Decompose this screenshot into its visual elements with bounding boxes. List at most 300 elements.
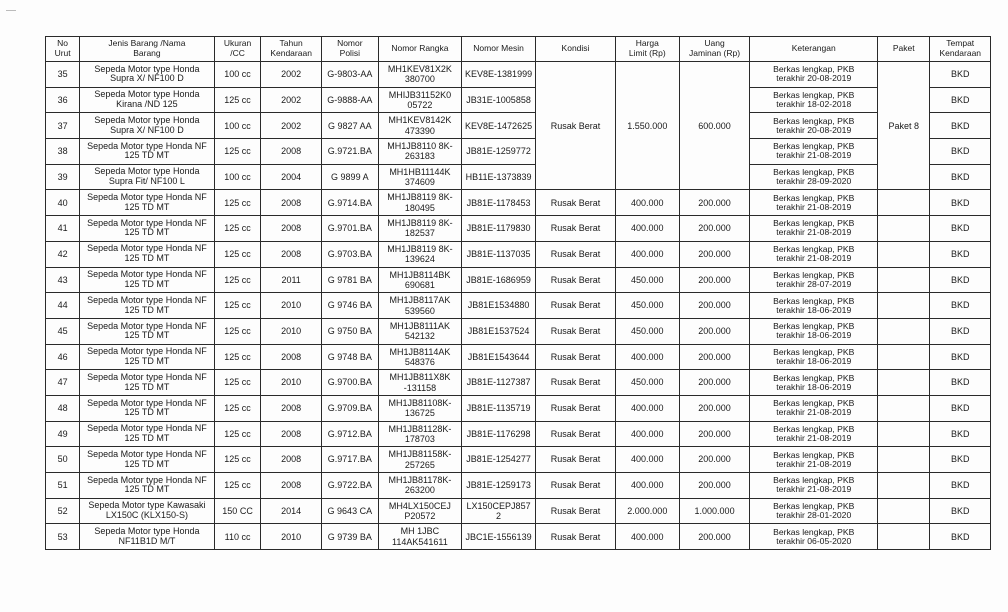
col-tahun: Tahun Kendaraan [261,37,321,62]
cell-tempat: BKD [930,87,991,113]
cell-tahun: 2008 [261,447,321,473]
cell-nomor-mesin: JB81E-1259173 [462,473,536,499]
col-no: No Urut [46,37,80,62]
table-row [46,447,991,473]
cell-jenis: Sepeda Motor type Honda Supra X/ NF100 D [80,113,215,139]
cell-paket [878,498,930,524]
cell-nomor-mesin: JB81E-1127387 [462,370,536,396]
cell-nomor-mesin: JB81E-1179830 [462,216,536,242]
keterangan-line: terakhir 18-02-2018 [776,99,852,110]
cell-uang-jaminan: 200.000 [679,421,750,447]
cell-ukuran: 125 cc [214,344,261,370]
cell-jenis: Sepeda Motor type Honda NF 125 TD MT [80,139,215,165]
cell-tahun: 2010 [261,293,321,319]
cell-nomor-polisi: G 9899 A [321,164,378,190]
cell-paket [878,241,930,267]
cell-uang-jaminan: 200.000 [679,447,750,473]
cell-nomor-mesin: JB81E-1259772 [462,139,536,165]
cell-ukuran: 125 cc [214,395,261,421]
cell-harga-limit: 450.000 [615,318,679,344]
cell-no: 40 [46,190,80,216]
keterangan-line: Berkas lengkap, PKB [773,90,855,101]
cell-nomor-polisi: G 9750 BA [321,318,378,344]
cell-keterangan [750,293,878,319]
cell-no: 36 [46,87,80,113]
col-nomor-polisi: Nomor Polisi [321,37,378,62]
cell-paket: Paket 8 [878,62,930,190]
cell-jenis: Sepeda Motor type Honda NF11B1D M/T [80,524,215,550]
cell-jenis: Sepeda Motor type Kawasaki LX150C (KLX150-S) [80,498,215,524]
cell-uang-jaminan: 1.000.000 [679,498,750,524]
cell-tempat: BKD [930,370,991,396]
cell-kondisi: Rusak Berat [536,241,616,267]
cell-ukuran: 125 cc [214,370,261,396]
cell-no: 39 [46,164,80,190]
cell-harga-limit: 400.000 [615,473,679,499]
cell-nomor-mesin: KEV8E-1381999 [462,62,536,88]
cell-nomor-rangka: MH1KEV81X2K 380700 [378,62,461,88]
cell-tempat: BKD [930,421,991,447]
cell-jenis: Sepeda Motor type Honda Kirana /ND 125 [80,87,215,113]
cell-ukuran: 125 cc [214,241,261,267]
cell-kondisi: Rusak Berat [536,62,616,190]
cell-no: 49 [46,421,80,447]
keterangan-line: terakhir 21-08-2019 [776,227,852,238]
cell-paket [878,318,930,344]
cell-keterangan [750,473,878,499]
cell-kondisi: Rusak Berat [536,293,616,319]
cell-no: 53 [46,524,80,550]
cell-nomor-polisi: G.9721.BA [321,139,378,165]
cell-no: 51 [46,473,80,499]
cell-no: 38 [46,139,80,165]
cell-ukuran: 125 cc [214,139,261,165]
cell-uang-jaminan: 200.000 [679,344,750,370]
cell-ukuran: 100 cc [214,164,261,190]
cell-no: 47 [46,370,80,396]
col-uang-jaminan: Uang Jaminan (Rp) [679,37,750,62]
cell-nomor-rangka: MH1KEV8142K 473390 [378,113,461,139]
cell-nomor-mesin: JB31E-1005858 [462,87,536,113]
keterangan-line: terakhir 18-06-2019 [776,355,852,366]
cell-jenis: Sepeda Motor type Honda NF 125 TD MT [80,421,215,447]
auction-vehicle-table [45,36,991,550]
table-row [46,473,991,499]
cell-jenis: Sepeda Motor type Honda NF 125 TD MT [80,216,215,242]
keterangan-line: Berkas lengkap, PKB [773,218,855,229]
keterangan-line: Berkas lengkap, PKB [773,244,855,255]
cell-nomor-polisi: G-9803-AA [321,62,378,88]
keterangan-line: Berkas lengkap, PKB [773,64,855,75]
keterangan-line: terakhir 18-06-2019 [776,381,852,392]
keterangan-line: terakhir 21-08-2019 [776,432,852,443]
cell-harga-limit: 400.000 [615,395,679,421]
cell-no: 42 [46,241,80,267]
col-jenis-barang: Jenis Barang /Nama Barang [80,37,215,62]
cell-tempat: BKD [930,113,991,139]
cell-nomor-polisi: G.9701.BA [321,216,378,242]
cell-nomor-polisi: G 9748 BA [321,344,378,370]
cell-uang-jaminan: 600.000 [679,62,750,190]
header-row [46,37,991,62]
cell-no: 46 [46,344,80,370]
cell-harga-limit: 450.000 [615,267,679,293]
cell-tahun: 2002 [261,113,321,139]
cell-kondisi: Rusak Berat [536,421,616,447]
cell-keterangan [750,447,878,473]
keterangan-line: terakhir 21-08-2019 [776,201,852,212]
keterangan-line: Berkas lengkap, PKB [773,269,855,280]
table-row [46,62,991,88]
cell-ukuran: 150 CC [214,498,261,524]
cell-tahun: 2008 [261,473,321,499]
cell-keterangan [750,498,878,524]
cell-no: 44 [46,293,80,319]
cell-paket [878,370,930,396]
cell-uang-jaminan: 200.000 [679,524,750,550]
cell-nomor-mesin: JB81E1543644 [462,344,536,370]
cell-nomor-polisi: G.9712.BA [321,421,378,447]
table-row [46,164,991,190]
table-row [46,344,991,370]
col-nomor-mesin: Nomor Mesin [462,37,536,62]
cell-ukuran: 100 cc [214,113,261,139]
cell-no: 52 [46,498,80,524]
cell-nomor-mesin: HB11E-1373839 [462,164,536,190]
cell-nomor-mesin: JB81E1537524 [462,318,536,344]
cell-ukuran: 100 cc [214,62,261,88]
cell-ukuran: 125 cc [214,293,261,319]
cell-tahun: 2004 [261,164,321,190]
cell-keterangan [750,216,878,242]
cell-kondisi: Rusak Berat [536,370,616,396]
cell-nomor-rangka: MH1JB8117AK 539560 [378,293,461,319]
cell-keterangan [750,139,878,165]
cell-kondisi: Rusak Berat [536,524,616,550]
cell-jenis: Sepeda Motor type Honda NF 125 TD MT [80,318,215,344]
keterangan-line: terakhir 28-09-2020 [776,176,852,187]
keterangan-line: terakhir 18-06-2019 [776,330,852,341]
cell-harga-limit: 400.000 [615,447,679,473]
cell-nomor-rangka: MH1JB8119 8K- 139624 [378,241,461,267]
cell-harga-limit: 400.000 [615,524,679,550]
cell-ukuran: 125 cc [214,473,261,499]
keterangan-line: terakhir 06-05-2020 [776,535,852,546]
cell-tempat: BKD [930,524,991,550]
cell-uang-jaminan: 200.000 [679,216,750,242]
cell-ukuran: 125 cc [214,421,261,447]
cell-nomor-mesin: JB81E1534880 [462,293,536,319]
cell-no: 35 [46,62,80,88]
cell-nomor-rangka: MH1JB81128K- 178703 [378,421,461,447]
cell-ukuran: 125 cc [214,318,261,344]
table-row [46,421,991,447]
col-tempat: Tempat Kendaraan [930,37,991,62]
cell-nomor-rangka: MH1JB81108K- 136725 [378,395,461,421]
cell-harga-limit: 400.000 [615,241,679,267]
table-row [46,267,991,293]
cell-jenis: Sepeda Motor type Honda NF 125 TD MT [80,344,215,370]
cell-tahun: 2014 [261,498,321,524]
cell-paket [878,216,930,242]
cell-nomor-polisi: G 9739 BA [321,524,378,550]
cell-tahun: 2008 [261,241,321,267]
table-header [46,37,991,62]
col-kondisi: Kondisi [536,37,616,62]
cell-uang-jaminan: 200.000 [679,395,750,421]
cell-tempat: BKD [930,267,991,293]
cell-nomor-mesin: LX150CEPJ857 2 [462,498,536,524]
cell-nomor-mesin: JB81E-1686959 [462,267,536,293]
keterangan-line: Berkas lengkap, PKB [773,475,855,486]
cell-tempat: BKD [930,473,991,499]
cell-jenis: Sepeda Motor type Honda NF 125 TD MT [80,190,215,216]
cell-ukuran: 125 cc [214,87,261,113]
cell-nomor-polisi: G 9746 BA [321,293,378,319]
cell-nomor-rangka: MH1JB81158K- 257265 [378,447,461,473]
cell-tahun: 2002 [261,62,321,88]
cell-nomor-mesin: JB81E-1254277 [462,447,536,473]
cell-tahun: 2008 [261,344,321,370]
cell-uang-jaminan: 200.000 [679,241,750,267]
keterangan-line: Berkas lengkap, PKB [773,346,855,357]
cell-ukuran: 110 cc [214,524,261,550]
cell-tahun: 2008 [261,139,321,165]
keterangan-line: terakhir 20-08-2019 [776,124,852,135]
cell-kondisi: Rusak Berat [536,447,616,473]
keterangan-line: Berkas lengkap, PKB [773,372,855,383]
cell-keterangan [750,62,878,88]
keterangan-line: Berkas lengkap, PKB [773,115,855,126]
cell-nomor-rangka: MH1JB81178K- 263200 [378,473,461,499]
cell-keterangan [750,318,878,344]
cell-no: 48 [46,395,80,421]
cell-harga-limit: 400.000 [615,216,679,242]
cell-keterangan [750,395,878,421]
cell-ukuran: 125 cc [214,216,261,242]
cell-kondisi: Rusak Berat [536,318,616,344]
cell-tahun: 2008 [261,421,321,447]
cell-paket [878,447,930,473]
col-keterangan: Keterangan [750,37,878,62]
cell-harga-limit: 450.000 [615,293,679,319]
col-nomor-rangka: Nomor Rangka [378,37,461,62]
cell-harga-limit: 400.000 [615,421,679,447]
cell-tahun: 2010 [261,318,321,344]
cell-paket [878,344,930,370]
cell-kondisi: Rusak Berat [536,216,616,242]
cell-kondisi: Rusak Berat [536,395,616,421]
cell-nomor-mesin: JB81E-1137035 [462,241,536,267]
cell-jenis: Sepeda Motor type Honda Supra Fit/ NF100 L [80,164,215,190]
cell-uang-jaminan: 200.000 [679,318,750,344]
keterangan-line: terakhir 28-01-2020 [776,510,852,521]
cell-ukuran: 125 cc [214,267,261,293]
cell-ukuran: 125 cc [214,190,261,216]
cell-nomor-rangka: MH 1JBC 114AK541611 [378,524,461,550]
table-row [46,498,991,524]
cell-nomor-rangka: MH1HB11144K 374609 [378,164,461,190]
cell-keterangan [750,370,878,396]
cell-keterangan [750,267,878,293]
table-row [46,395,991,421]
cell-nomor-polisi: G.9714.BA [321,190,378,216]
cell-nomor-rangka: MH1JB8119 8K- 182537 [378,216,461,242]
cell-tahun: 2002 [261,87,321,113]
cell-nomor-polisi: G.9703.BA [321,241,378,267]
keterangan-line: Berkas lengkap, PKB [773,321,855,332]
keterangan-line: terakhir 28-07-2019 [776,278,852,289]
cell-tempat: BKD [930,190,991,216]
table-row [46,216,991,242]
col-paket: Paket [878,37,930,62]
cell-paket [878,395,930,421]
keterangan-line: Berkas lengkap, PKB [773,141,855,152]
col-harga-limit: Harga Limit (Rp) [615,37,679,62]
cell-ukuran: 125 cc [214,447,261,473]
cell-nomor-polisi: G 9643 CA [321,498,378,524]
cell-tempat: BKD [930,164,991,190]
cell-nomor-polisi: G 9827 AA [321,113,378,139]
cell-tempat: BKD [930,241,991,267]
cell-nomor-rangka: MH4LX150CEJ P20572 [378,498,461,524]
cell-uang-jaminan: 200.000 [679,293,750,319]
cell-jenis: Sepeda Motor type Honda NF 125 TD MT [80,267,215,293]
cell-harga-limit: 1.550.000 [615,62,679,190]
table-row [46,293,991,319]
keterangan-line: Berkas lengkap, PKB [773,449,855,460]
table-row [46,139,991,165]
cell-nomor-mesin: JB81E-1135719 [462,395,536,421]
keterangan-line: terakhir 18-06-2019 [776,304,852,315]
cell-tahun: 2010 [261,524,321,550]
cell-jenis: Sepeda Motor type Honda NF 125 TD MT [80,395,215,421]
cell-nomor-rangka: MH1JB8110 8K- 263183 [378,139,461,165]
cell-nomor-polisi: G 9781 BA [321,267,378,293]
cell-jenis: Sepeda Motor type Honda Supra X/ NF100 D [80,62,215,88]
cell-nomor-mesin: KEV8E-1472625 [462,113,536,139]
cell-tahun: 2010 [261,370,321,396]
table-row [46,524,991,550]
cell-harga-limit: 2.000.000 [615,498,679,524]
cell-keterangan [750,344,878,370]
table-row [46,190,991,216]
keterangan-line: Berkas lengkap, PKB [773,526,855,537]
cell-harga-limit: 400.000 [615,190,679,216]
keterangan-line: Berkas lengkap, PKB [773,192,855,203]
cell-jenis: Sepeda Motor type Honda NF 125 TD MT [80,473,215,499]
cell-jenis: Sepeda Motor type Honda NF 125 TD MT [80,293,215,319]
cell-jenis: Sepeda Motor type Honda NF 125 TD MT [80,370,215,396]
cell-kondisi: Rusak Berat [536,190,616,216]
cell-no: 41 [46,216,80,242]
cell-nomor-mesin: JB81E-1178453 [462,190,536,216]
cell-jenis: Sepeda Motor type Honda NF 125 TD MT [80,241,215,267]
cell-keterangan [750,113,878,139]
table-body [46,62,991,550]
keterangan-line: terakhir 21-08-2019 [776,407,852,418]
cell-nomor-polisi: G.9709.BA [321,395,378,421]
cell-paket [878,293,930,319]
scan-mark [6,10,16,17]
cell-nomor-rangka: MH1JB811X8K -131158 [378,370,461,396]
cell-nomor-rangka: MH1JB8119 8K- 180495 [378,190,461,216]
cell-nomor-mesin: JB81E-1176298 [462,421,536,447]
table-row [46,241,991,267]
cell-tempat: BKD [930,498,991,524]
cell-kondisi: Rusak Berat [536,344,616,370]
keterangan-line: terakhir 20-08-2019 [776,73,852,84]
cell-nomor-polisi: G-9888-AA [321,87,378,113]
cell-tahun: 2008 [261,190,321,216]
keterangan-line: terakhir 21-08-2019 [776,150,852,161]
keterangan-line: Berkas lengkap, PKB [773,167,855,178]
keterangan-line: terakhir 21-08-2019 [776,484,852,495]
cell-paket [878,473,930,499]
cell-keterangan [750,524,878,550]
cell-tempat: BKD [930,62,991,88]
cell-no: 50 [46,447,80,473]
cell-paket [878,190,930,216]
cell-nomor-polisi: G.9700.BA [321,370,378,396]
cell-tempat: BKD [930,216,991,242]
cell-nomor-rangka: MHIJB31152K0 05722 [378,87,461,113]
cell-nomor-polisi: G.9722.BA [321,473,378,499]
col-ukuran: Ukuran /CC [214,37,261,62]
cell-keterangan [750,421,878,447]
cell-uang-jaminan: 200.000 [679,473,750,499]
cell-paket [878,524,930,550]
table-row [46,370,991,396]
cell-uang-jaminan: 200.000 [679,370,750,396]
cell-harga-limit: 400.000 [615,344,679,370]
cell-kondisi: Rusak Berat [536,498,616,524]
table-row [46,87,991,113]
cell-no: 45 [46,318,80,344]
cell-nomor-rangka: MH1JB8114BK 690681 [378,267,461,293]
cell-uang-jaminan: 200.000 [679,190,750,216]
cell-no: 37 [46,113,80,139]
cell-tempat: BKD [930,318,991,344]
cell-nomor-rangka: MH1JB8111AK 542132 [378,318,461,344]
cell-kondisi: Rusak Berat [536,473,616,499]
table-row [46,318,991,344]
keterangan-line: Berkas lengkap, PKB [773,423,855,434]
cell-tahun: 2008 [261,216,321,242]
cell-tempat: BKD [930,447,991,473]
cell-paket [878,421,930,447]
cell-jenis: Sepeda Motor type Honda NF 125 TD MT [80,447,215,473]
keterangan-line: Berkas lengkap, PKB [773,398,855,409]
keterangan-line: Berkas lengkap, PKB [773,295,855,306]
cell-no: 43 [46,267,80,293]
cell-tempat: BKD [930,344,991,370]
cell-tempat: BKD [930,293,991,319]
cell-harga-limit: 450.000 [615,370,679,396]
cell-uang-jaminan: 200.000 [679,267,750,293]
cell-keterangan [750,164,878,190]
cell-tempat: BKD [930,395,991,421]
cell-keterangan [750,87,878,113]
keterangan-line: Berkas lengkap, PKB [773,501,855,512]
cell-tahun: 2008 [261,395,321,421]
cell-kondisi: Rusak Berat [536,267,616,293]
cell-nomor-polisi: G.9717.BA [321,447,378,473]
cell-tempat: BKD [930,139,991,165]
cell-nomor-rangka: MH1JB8114AK 548376 [378,344,461,370]
cell-keterangan [750,241,878,267]
cell-nomor-mesin: JBC1E-1556139 [462,524,536,550]
